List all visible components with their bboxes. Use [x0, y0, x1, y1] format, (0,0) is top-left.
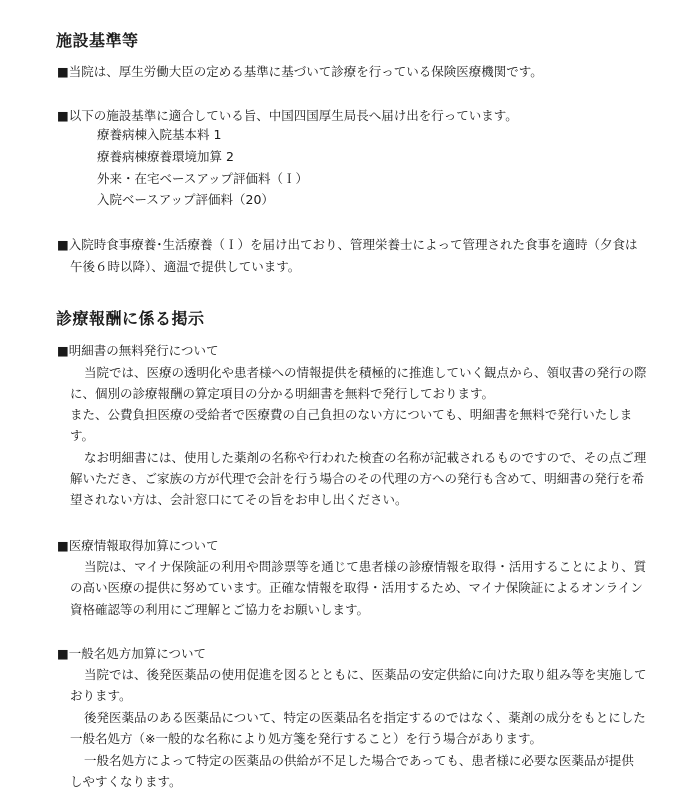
statement-line: に、個別の診療報酬の算定項目の分かる明細書を無料で発行しております。 — [70, 386, 495, 401]
section-heading-facility-standards: 施設基準等 — [56, 31, 139, 50]
generic-prescription-line: おります。 — [70, 688, 132, 703]
facility-item: 外来・在宅ベースアップ評価料（Ｉ） — [97, 171, 309, 186]
meal-paragraph-line-1: ■入院時食事療養･生活療養（Ｉ）を届け出ており、管理栄養士によって管理された食事を適時（夕食は — [57, 237, 638, 252]
section-heading-medical-fees: 診療報酬に係る掲示 — [56, 309, 205, 328]
generic-prescription-line: しやすくなります。 — [70, 774, 182, 789]
generic-prescription-line: 当院では、後発医薬品の使用促進を図るとともに、医薬品の安定供給に向けた取り組み等を実施して — [84, 667, 647, 682]
medical-info-line: 当院は、マイナ保険証の利用や問診票等を通じて患者様の診療情報を取得・活用することにより、質 — [84, 559, 647, 574]
statement-line: 望されない方は、会計窓口にてその旨をお申し出ください。 — [70, 492, 408, 507]
generic-prescription-line: 一般名処方（※一般的な名称により処方箋を発行すること）を行う場合があります。 — [70, 731, 542, 746]
generic-prescription-line: 後発医薬品のある医薬品について、特定の医薬品名を指定するのではなく、薬剤の成分をもとにした — [84, 710, 646, 725]
facility-item: 入院ベースアップ評価料（20） — [97, 192, 274, 207]
facility-item: 療養病棟療養環境加算 2 — [97, 149, 234, 164]
subsection-title-statement: ■明細書の無料発行について — [57, 343, 219, 358]
facility-paragraph-2: ■以下の施設基準に適合している旨、中国四国厚生局長へ届け出を行っています。 — [57, 108, 518, 123]
generic-prescription-line: 一般名処方によって特定の医薬品の供給が不足した場合であっても、患者様に必要な医薬品が提供 — [84, 753, 634, 768]
medical-info-line: の高い医療の提供に努めています。正確な情報を取得・活用するため、マイナ保険証によるオンライン — [70, 580, 643, 595]
facility-item: 療養病棟入院基本料 1 — [97, 127, 222, 142]
statement-line: 解いただき、ご家族の方が代理で会計を行う場合のその代理の方への発行も含めて、明細書の発行を希 — [70, 471, 645, 486]
statement-line: なお明細書には、使用した薬剤の名称や行われた検査の名称が記載されるものですので、その点ご理 — [84, 450, 647, 465]
statement-line: 当院では、医療の透明化や患者様への情報提供を積極的に推進していく観点から、領収書の発行の際 — [84, 365, 647, 380]
subsection-title-medical-info: ■医療情報取得加算について — [57, 538, 219, 553]
statement-line: す。 — [70, 428, 95, 443]
subsection-title-generic-prescription: ■一般名処方加算について — [57, 646, 207, 661]
statement-line: また、公費負担医療の受給者で医療費の自己負担のない方についても、明細書を無料で発行いたしま — [70, 407, 633, 422]
medical-info-line: 資格確認等の利用にご理解とご協力をお願いします。 — [70, 602, 370, 617]
facility-paragraph-1: ■当院は、厚生労働大臣の定める基準に基づいて診療を行っている保険医療機関です。 — [57, 64, 543, 79]
meal-paragraph-line-2: 午後６時以降）、適温で提供しています。 — [70, 259, 301, 274]
